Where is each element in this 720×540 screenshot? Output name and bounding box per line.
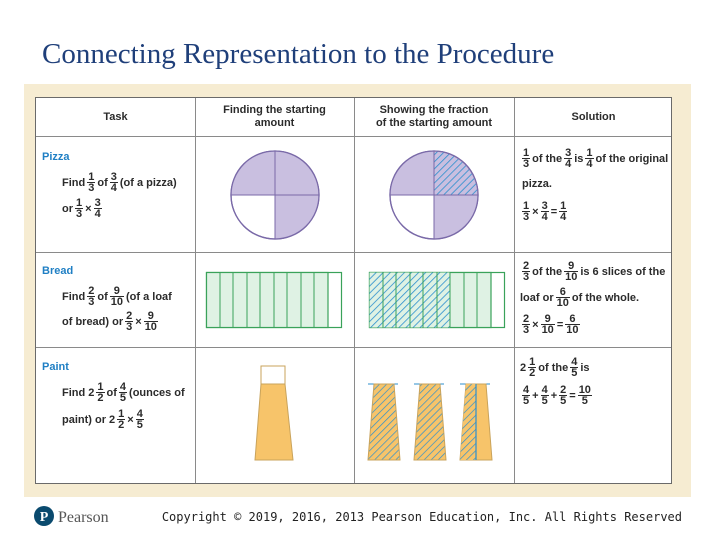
bread-starting-amount-loaf: [206, 272, 342, 328]
denominator: 10: [110, 296, 123, 308]
paint-task-line1: [62, 382, 185, 403]
fraction: [564, 261, 578, 282]
numerator: 4: [523, 384, 530, 396]
numerator: 1: [586, 147, 593, 159]
text: or: [62, 202, 73, 215]
fraction: [528, 357, 536, 378]
denominator: 4: [541, 211, 548, 223]
text: ×: [135, 315, 142, 328]
column-divider: [514, 98, 515, 483]
denominator: 4: [94, 208, 101, 220]
fraction: [556, 287, 570, 308]
denominator: 10: [566, 324, 579, 336]
numerator: 3: [94, 197, 101, 209]
header-finding-line1: Finding the starting: [223, 104, 326, 116]
numerator: 6: [565, 314, 579, 325]
denominator: 4: [565, 158, 572, 170]
denominator: 3: [523, 271, 530, 283]
fraction: [87, 286, 95, 307]
pizza-task-line2: [62, 198, 104, 219]
text: ×: [85, 202, 92, 215]
text: (ounces of: [129, 386, 185, 399]
text: 2: [520, 361, 527, 374]
numerator: 1: [118, 408, 125, 420]
text: loaf or: [520, 291, 554, 304]
bread-task-line1: [62, 286, 172, 307]
paint-solution-equation: [520, 385, 594, 406]
numerator: 9: [564, 261, 578, 272]
pizza-task-line1: [62, 172, 177, 193]
text: is: [580, 361, 590, 374]
numerator: 9: [110, 286, 124, 297]
denominator: 10: [541, 324, 554, 336]
text: of the original: [595, 152, 669, 165]
fraction: [110, 172, 118, 193]
pearson-brand: Pearson: [58, 509, 109, 526]
slide-title: Connecting Representation to the Procedure: [42, 38, 555, 70]
fraction: [119, 382, 127, 403]
pizza-solution-line1: [520, 148, 668, 169]
fraction: [87, 172, 95, 193]
numerator: 9: [541, 314, 555, 325]
fraction: [585, 148, 593, 169]
header-solution: Solution: [571, 110, 616, 123]
numerator: 1: [88, 171, 95, 183]
numerator: 1: [560, 200, 567, 212]
denominator: 10: [144, 321, 157, 333]
denominator: 4: [560, 211, 567, 223]
denominator: 3: [126, 321, 133, 333]
pizza-solution-equation: [520, 201, 569, 222]
denominator: 5: [560, 395, 567, 407]
numerator: 2: [126, 310, 133, 322]
header-finding: [195, 98, 354, 136]
denominator: 10: [556, 297, 569, 309]
fraction: [96, 382, 104, 403]
fraction: [94, 198, 102, 219]
bread-solution-equation: [520, 314, 582, 335]
text: =: [569, 389, 576, 402]
text: +: [532, 389, 539, 402]
text: =: [550, 205, 558, 218]
text: ×: [532, 318, 539, 331]
numerator: 10: [578, 384, 591, 396]
numerator: 1: [97, 381, 104, 393]
denominator: 3: [523, 324, 530, 336]
bread-solution-line2: [520, 287, 639, 308]
fraction: [125, 311, 133, 332]
fraction: [117, 409, 125, 430]
denominator: 2: [97, 392, 104, 404]
text: of the: [538, 361, 569, 374]
denominator: 5: [581, 395, 588, 407]
text: (of a pizza): [119, 176, 177, 189]
denominator: 2: [529, 367, 536, 379]
fraction: [144, 311, 158, 332]
fraction: [522, 385, 530, 406]
numerator: 2: [523, 313, 530, 325]
text: of: [106, 386, 117, 399]
paint-starting-amount-can: [255, 364, 295, 462]
fraction: [578, 385, 592, 406]
fraction: [541, 201, 549, 222]
fraction: [559, 201, 567, 222]
denominator: 3: [88, 182, 95, 194]
denominator: 4: [586, 158, 593, 170]
header-finding-line2: amount: [254, 117, 295, 129]
numerator: 3: [565, 147, 572, 159]
pizza-fraction-circle: [389, 150, 479, 240]
header-showing-line2: of the starting amount: [375, 117, 493, 129]
denominator: 5: [541, 395, 548, 407]
column-divider: [354, 98, 355, 483]
fraction: [570, 357, 578, 378]
text: of bread) or: [62, 315, 124, 328]
paint-task-line2: [62, 409, 146, 430]
paint-solution-line1: [520, 357, 590, 378]
text: of the whole.: [571, 291, 640, 304]
text: paint) or 2: [62, 413, 116, 426]
denominator: 3: [76, 208, 83, 220]
fraction: [559, 385, 567, 406]
text: Find: [62, 176, 86, 189]
denominator: 3: [523, 211, 530, 223]
fraction: [565, 314, 579, 335]
pearson-logo-icon: [34, 506, 54, 526]
text: is: [574, 152, 584, 165]
numerator: 4: [136, 408, 143, 420]
numerator: 4: [541, 384, 548, 396]
numerator: 3: [110, 171, 117, 183]
fraction: [136, 409, 144, 430]
text: of: [97, 176, 108, 189]
numerator: 6: [556, 287, 570, 298]
text: Find: [62, 290, 86, 303]
category-pizza: Pizza: [42, 151, 70, 163]
copyright-notice: Copyright © 2019, 2016, 2013 Pearson Education, Inc. All Rights Reserved: [161, 510, 682, 524]
fraction: [522, 148, 530, 169]
denominator: 3: [88, 296, 95, 308]
fraction-table: [35, 97, 672, 484]
fraction: [541, 314, 555, 335]
text: ×: [532, 205, 539, 218]
numerator: 2: [88, 285, 95, 297]
bread-solution-line1: [520, 261, 665, 282]
text: +: [550, 389, 558, 402]
fraction: [541, 385, 549, 406]
header-showing-line1: Showing the fraction: [379, 104, 489, 116]
text: of the: [532, 152, 563, 165]
text: of the: [532, 265, 563, 278]
numerator: 1: [523, 147, 530, 159]
denominator: 4: [110, 182, 117, 194]
svg-text:P: P: [39, 510, 49, 525]
fraction: [110, 286, 124, 307]
numerator: 2: [560, 384, 567, 396]
numerator: 3: [541, 200, 548, 212]
bread-task-line2: [62, 311, 160, 332]
text: of: [97, 290, 108, 303]
fraction: [564, 148, 572, 169]
denominator: 5: [571, 367, 578, 379]
header-task: Task: [103, 110, 128, 123]
text: Find 2: [62, 386, 95, 399]
category-paint: Paint: [42, 361, 69, 373]
denominator: 5: [119, 392, 127, 404]
fraction: [522, 314, 530, 335]
header-showing: [354, 98, 514, 136]
fraction: [522, 201, 530, 222]
fraction: [522, 261, 530, 282]
text: ×: [127, 413, 134, 426]
text: is 6 slices of the: [580, 265, 666, 278]
pizza-solution-line2: pizza.: [522, 178, 552, 190]
paint-fraction-cans: [366, 376, 506, 462]
text: (of a loaf: [125, 290, 172, 303]
numerator: 4: [119, 381, 127, 393]
denominator: 3: [523, 158, 530, 170]
denominator: 2: [118, 419, 125, 431]
numerator: 1: [523, 200, 530, 212]
denominator: 5: [136, 419, 143, 431]
numerator: 4: [571, 356, 578, 368]
pizza-starting-amount-circle: [230, 150, 320, 240]
numerator: 1: [76, 197, 83, 209]
denominator: 10: [565, 271, 578, 283]
text: =: [556, 318, 564, 331]
numerator: 2: [523, 260, 530, 272]
bread-fraction-loaf: [369, 272, 505, 328]
fraction: [75, 198, 83, 219]
column-divider: [195, 98, 196, 483]
numerator: 9: [144, 311, 158, 322]
category-bread: Bread: [42, 265, 74, 277]
numerator: 1: [529, 356, 536, 368]
denominator: 5: [523, 395, 530, 407]
